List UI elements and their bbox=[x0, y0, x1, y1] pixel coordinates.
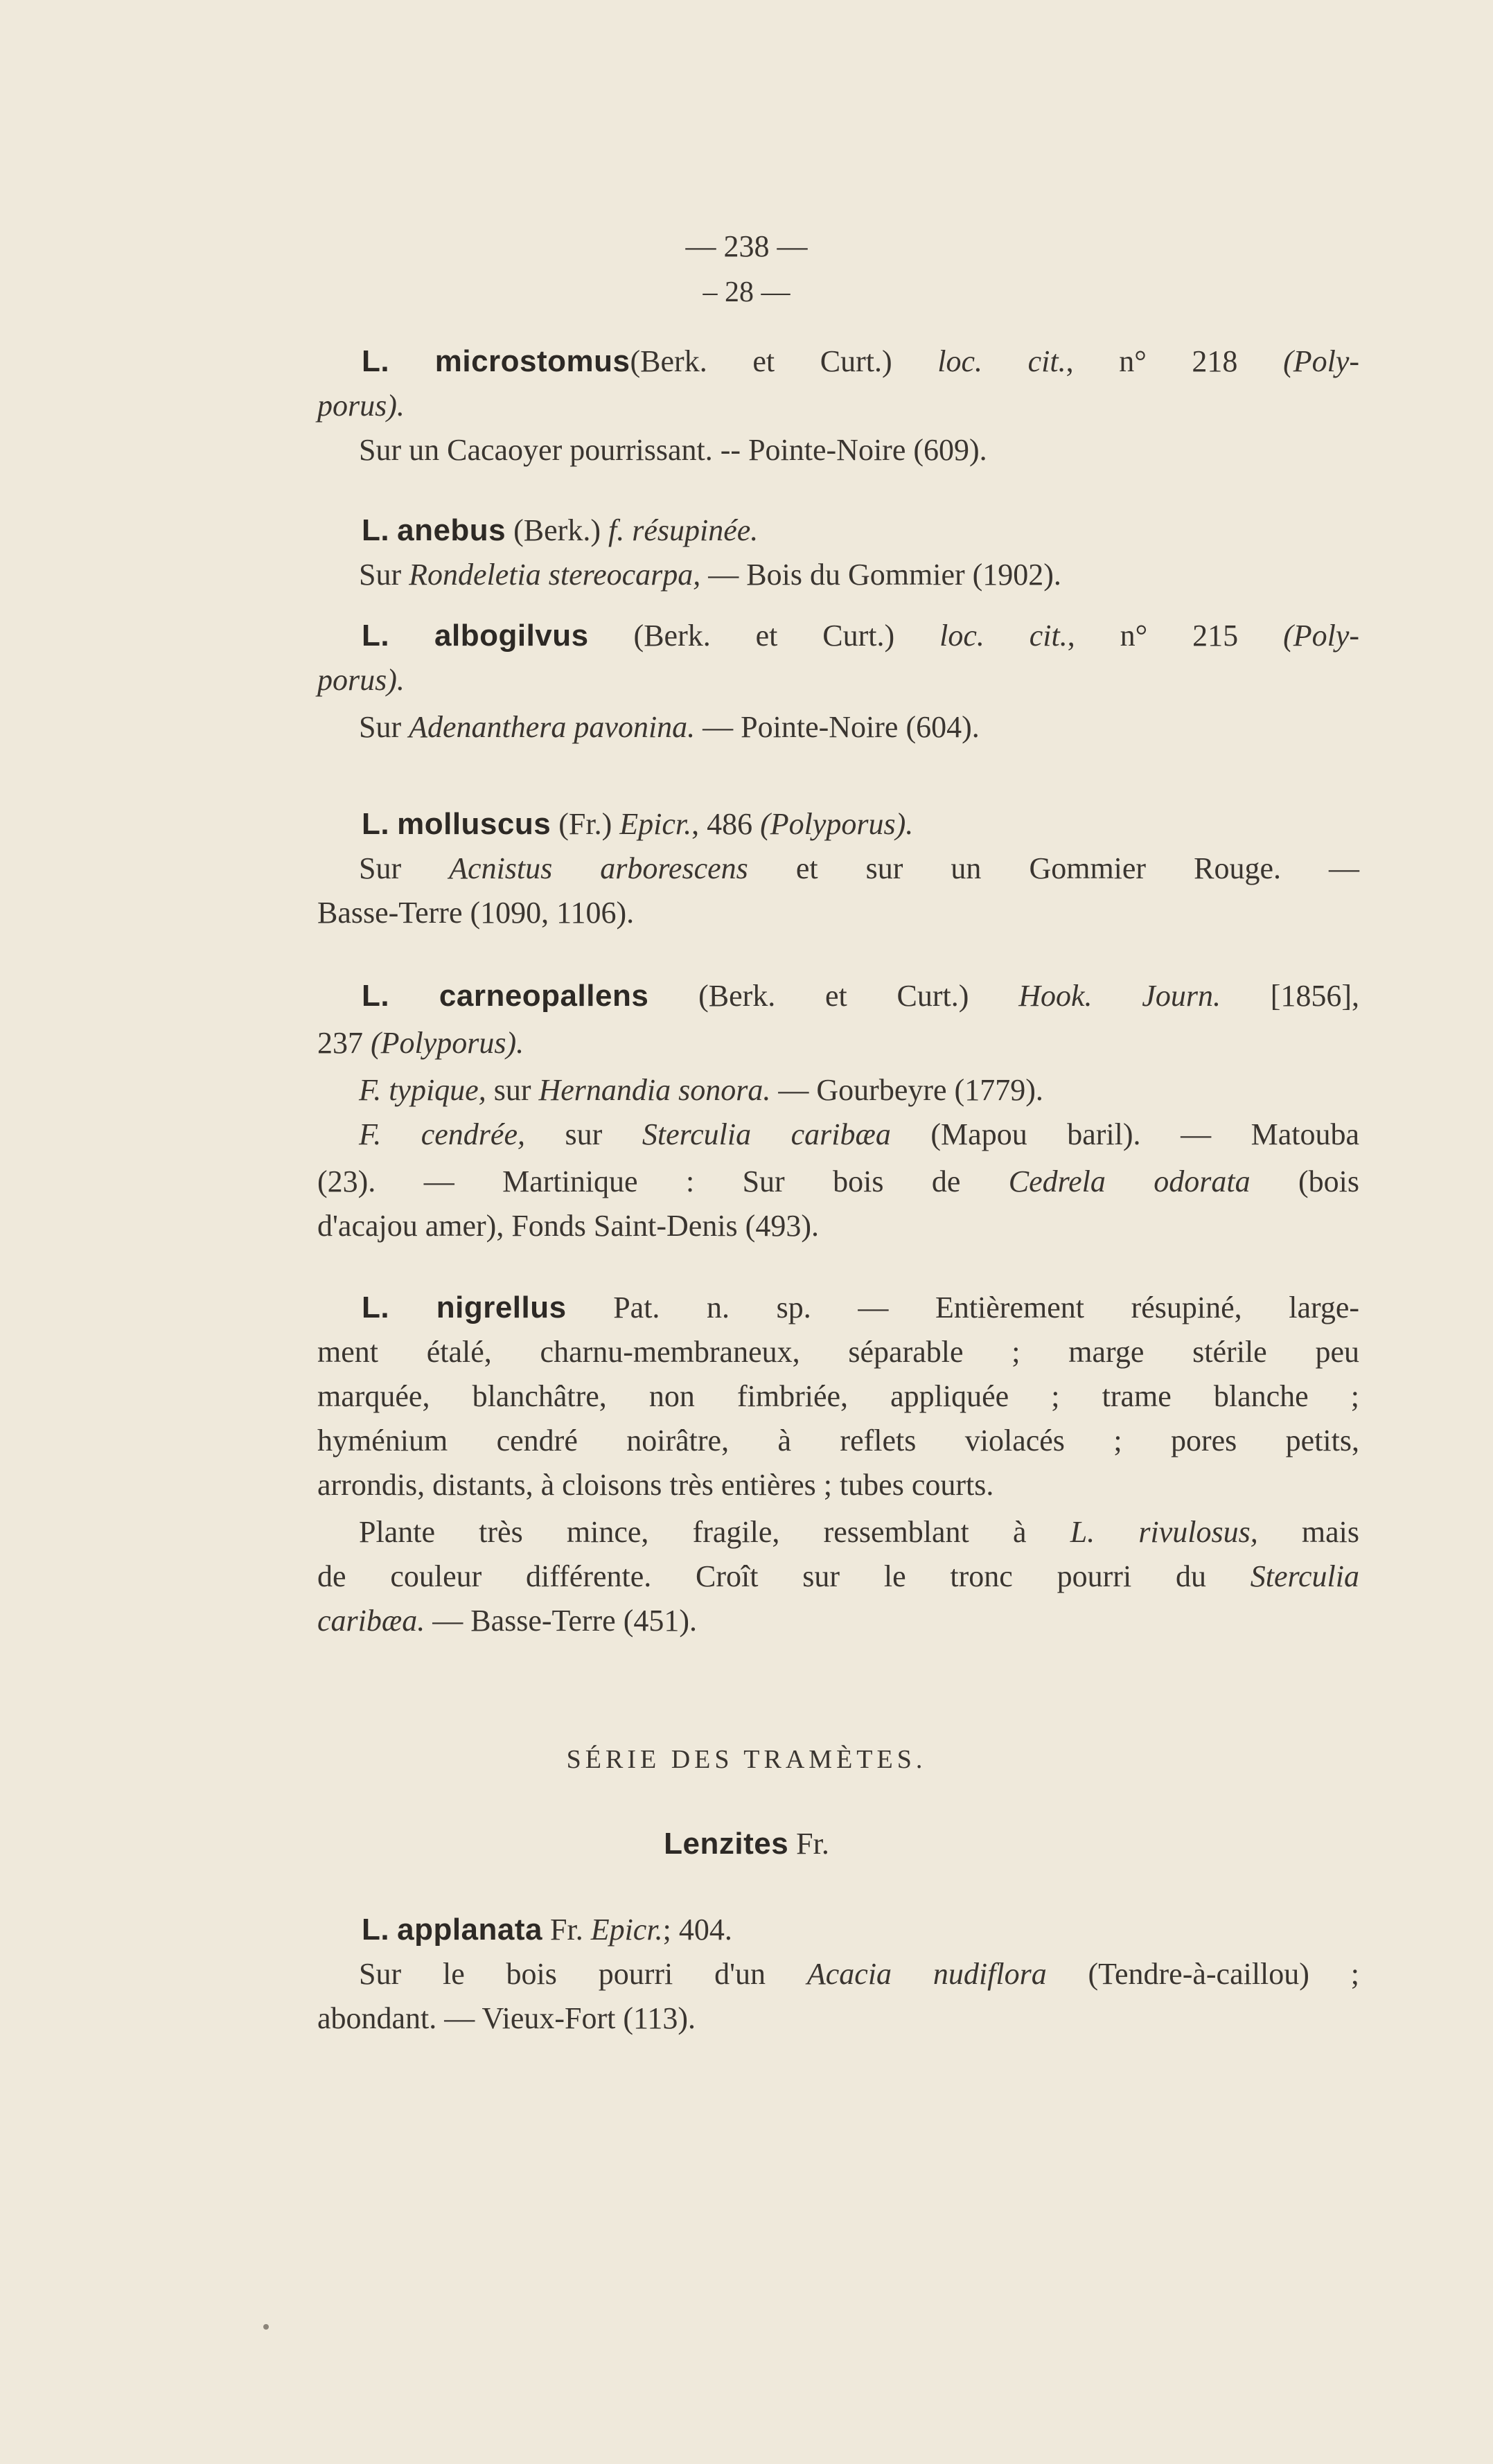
entry-microstomus-line1: L. microstomus(Berk. et Curt.) loc. cit., n° 218 (Poly- bbox=[362, 344, 1359, 378]
entry-molluscus-line2: Sur Acnistus arborescens et sur un Gommier Rouge. — bbox=[359, 851, 1360, 885]
print-speck bbox=[263, 2324, 269, 2330]
entry-albogilvus-line2: porus). bbox=[317, 663, 405, 697]
entry-carneopallens-line3: F. typique, sur Hernandia sonora. — Gourbeyre (1779). bbox=[359, 1073, 1043, 1107]
entry-nigrellus-line6: Plante très mince, fragile, ressemblant à L. rivulosus, mais bbox=[359, 1515, 1360, 1549]
entry-nigrellus-line8: caribæa. — Basse-Terre (451). bbox=[317, 1604, 698, 1638]
entry-albogilvus-line3: Sur Adenanthera pavonina. — Pointe-Noire (604). bbox=[359, 710, 980, 744]
entry-anebus-line2: Sur Rondeletia stereocarpa, — Bois du Gommier (1902). bbox=[359, 558, 1061, 592]
entry-applanata-line3: abondant. — Vieux-Fort (113). bbox=[317, 2001, 696, 2035]
entry-carneopallens-line5: (23). — Martinique : Sur bois de Cedrela odorata (bois bbox=[317, 1164, 1360, 1198]
entry-nigrellus-line5: arrondis, distants, à cloisons très entières ; tubes courts. bbox=[317, 1468, 994, 1502]
entry-molluscus-line1: L. molluscus (Fr.) Epicr., 486 (Polyporus). bbox=[362, 807, 914, 841]
entry-applanata-line2: Sur le bois pourri d'un Acacia nudiflora (Tendre-à-caillou) ; bbox=[359, 1957, 1359, 1991]
entry-applanata-line1: L. applanata Fr. Epicr.; 404. bbox=[362, 1913, 732, 1947]
page-number: — 238 — bbox=[685, 229, 808, 263]
entry-microstomus-line2: porus). bbox=[317, 389, 405, 423]
entry-microstomus-line3: Sur un Cacaoyer pourrissant. -- Pointe-Noire (609). bbox=[359, 433, 987, 467]
entry-anebus-line1: L. anebus (Berk.) f. résupinée. bbox=[362, 513, 759, 547]
entry-albogilvus-line1: L. albogilvus (Berk. et Curt.) loc. cit., n° 215 (Poly- bbox=[362, 619, 1360, 653]
entry-nigrellus-line4: hyménium cendré noirâtre, à reflets violacés ; pores petits, bbox=[317, 1424, 1359, 1457]
genus-heading: Lenzites Fr. bbox=[664, 1827, 829, 1861]
entry-molluscus-line3: Basse-Terre (1090, 1106). bbox=[317, 896, 635, 930]
sub-page-number: – 28 — bbox=[703, 276, 790, 308]
entry-nigrellus-line1: L. nigrellus Pat. n. sp. — Entièrement résupiné, large- bbox=[362, 1291, 1360, 1324]
entry-carneopallens-line1: L. carneopallens (Berk. et Curt.) Hook. Journ. [1856], bbox=[362, 979, 1360, 1013]
entry-nigrellus-line7: de couleur différente. Croît sur le tronc pourri du Sterculia bbox=[317, 1559, 1360, 1593]
series-title: SÉRIE DES TRAMÈTES. bbox=[566, 1745, 927, 1774]
entry-carneopallens-line4: F. cendrée, sur Sterculia caribæa (Mapou baril). — Matouba bbox=[359, 1117, 1360, 1151]
entry-nigrellus-line3: marquée, blanchâtre, non fimbriée, appliquée ; trame blanche ; bbox=[317, 1379, 1359, 1413]
entry-carneopallens-line6: d'acajou amer), Fonds Saint-Denis (493). bbox=[317, 1209, 819, 1243]
entry-carneopallens-line2: 237 (Polyporus). bbox=[317, 1026, 524, 1060]
entry-nigrellus-line2: ment étalé, charnu-membraneux, séparable ; marge stérile peu bbox=[317, 1335, 1359, 1369]
